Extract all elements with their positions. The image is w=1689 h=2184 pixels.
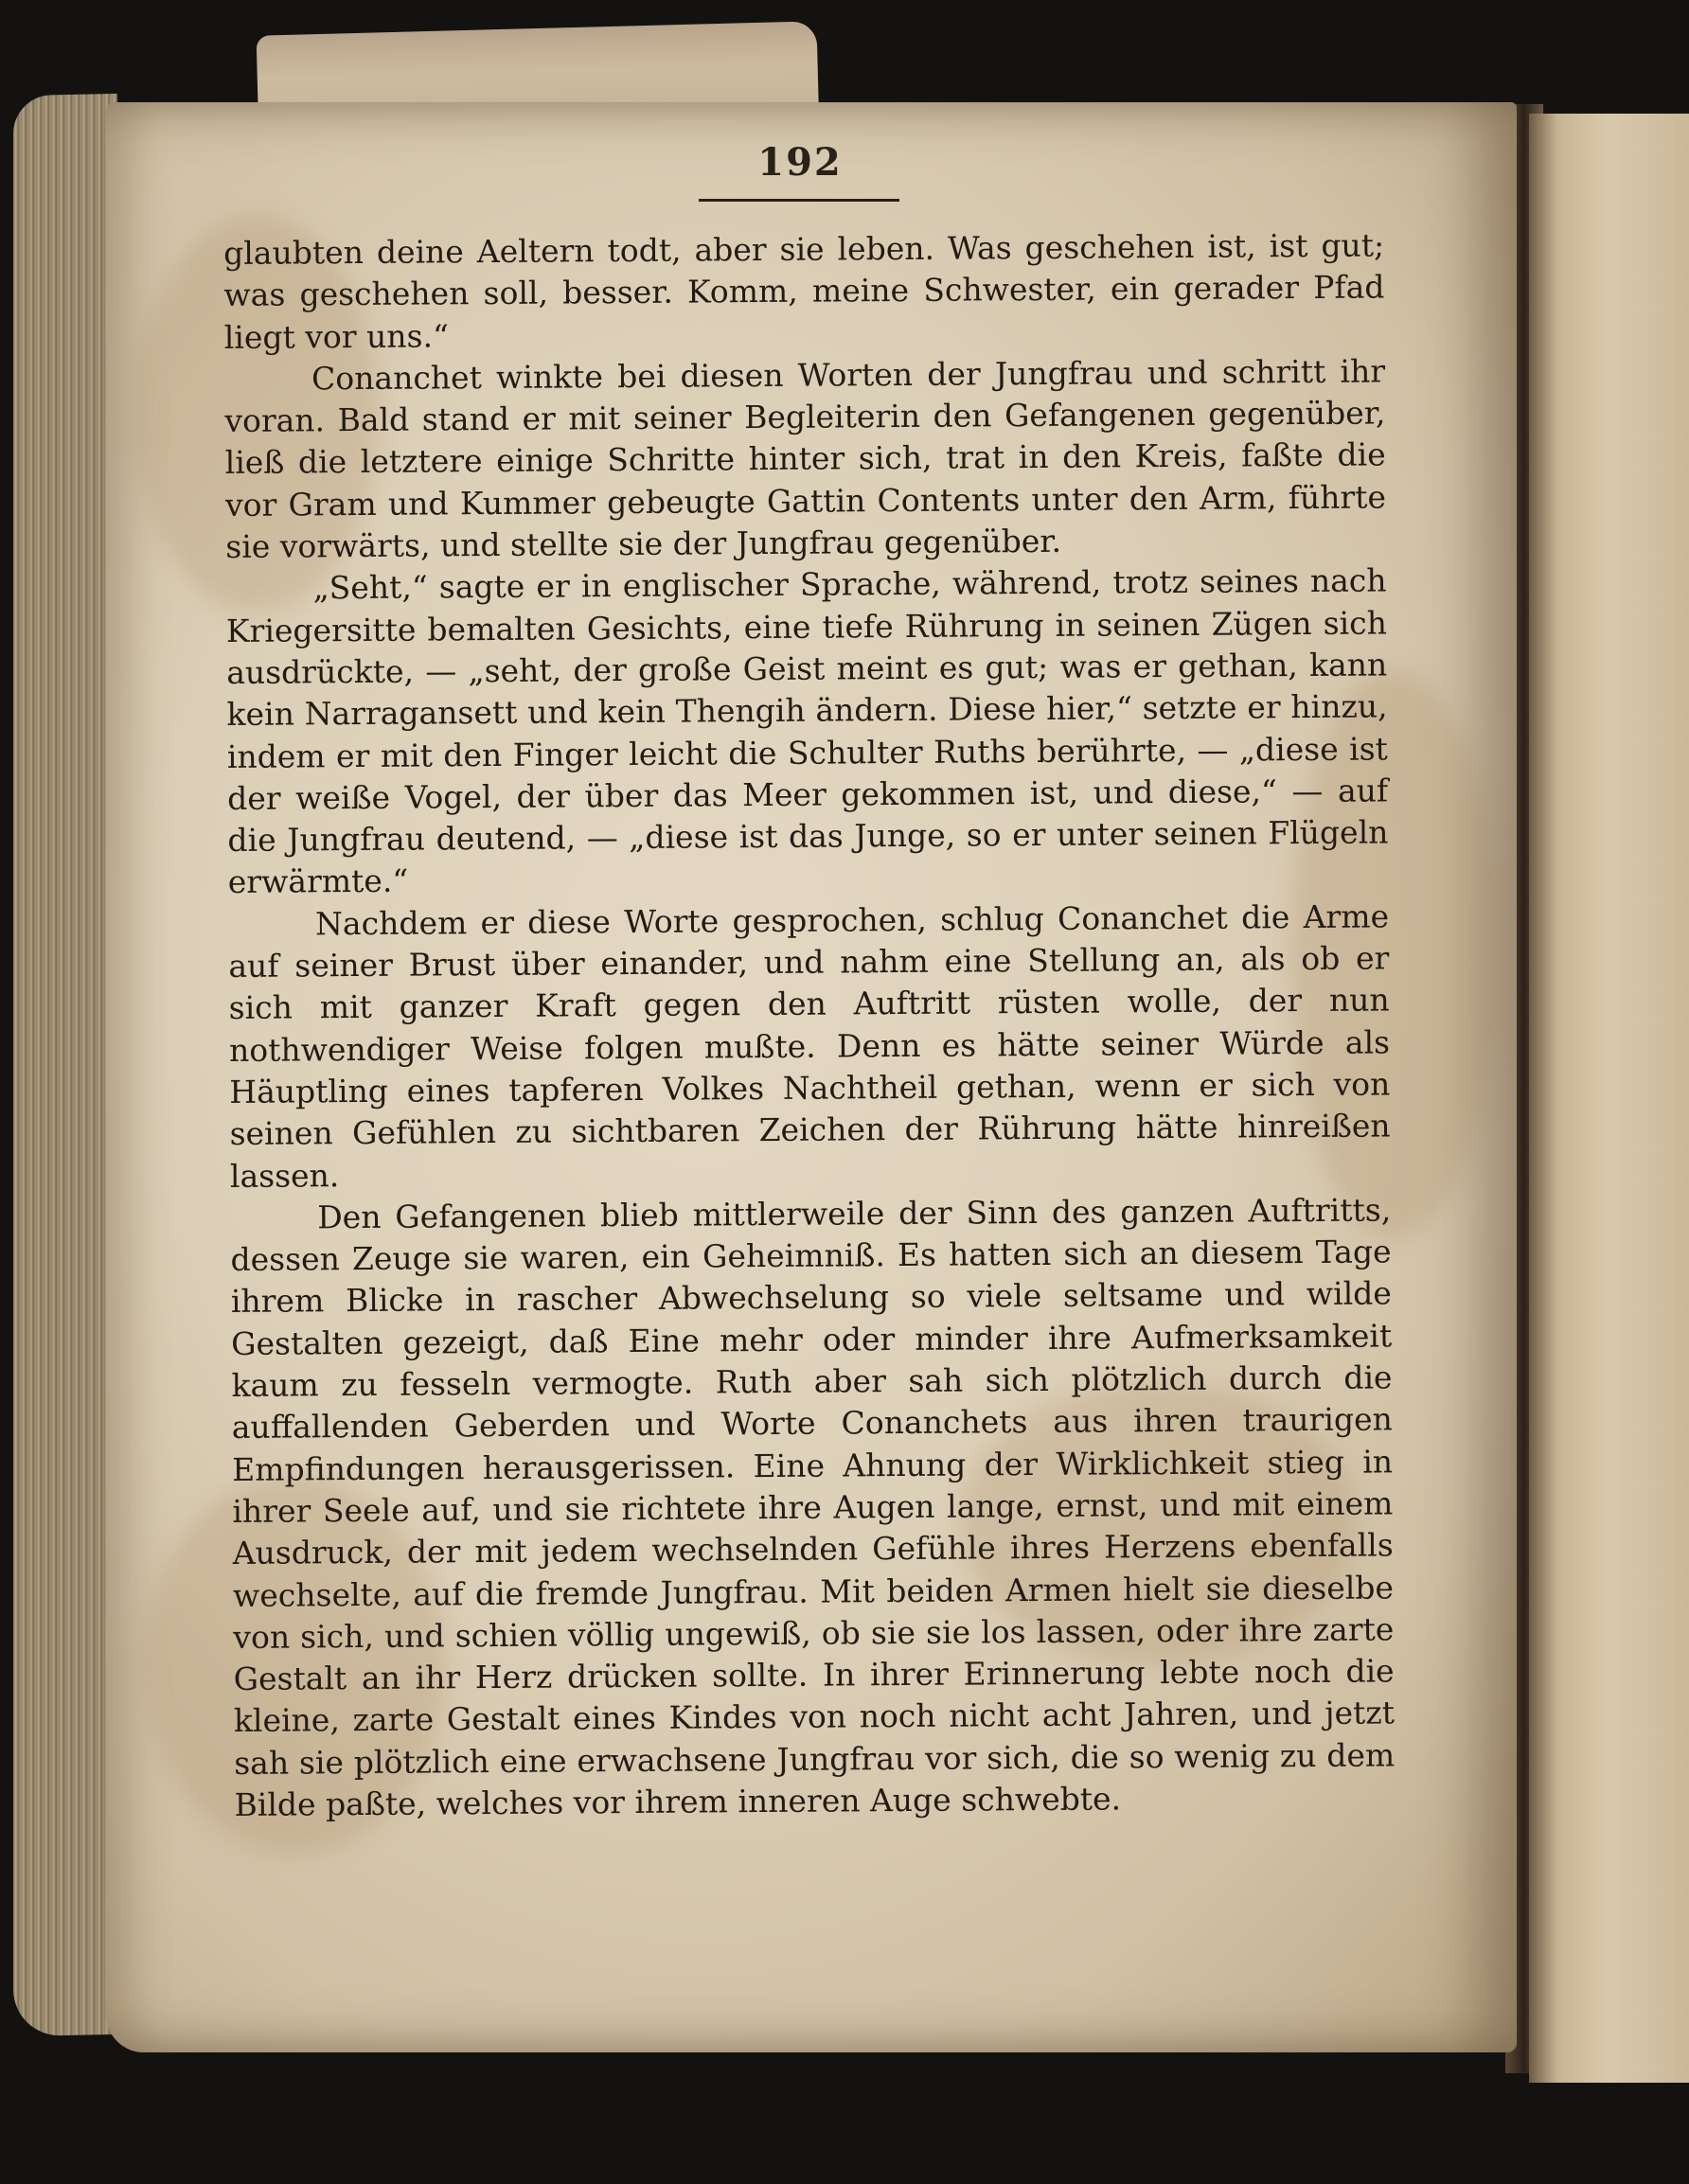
paragraph: glaubten deine Aeltern todt, aber sie leben. Was geschehen ist, ist gut; was geschehen soll, besser. Komm, meine Schwester, ein gerader Pfad liegt vor uns.“ [223, 226, 1385, 356]
body-text [223, 224, 1396, 1826]
page-number: 192 [757, 140, 843, 185]
facing-page-edge [1529, 114, 1689, 2083]
page-number-rule [699, 199, 899, 202]
paragraph: Den Gefangenen blieb mittlerweile der Sinn des ganzen Auftritts, dessen Zeuge sie waren, ein Geheimniß. Es hatten sich an diesem Tage ihrem Blicke in rascher Abwechselung so viele seltsame und wilde Gestalten gezeigt, daß Eine mehr oder minder ihre Aufmerksamkeit kaum zu fesseln vermogte. Ruth aber sah sich plötzlich durch die auffallenden Geberden und Worte Conanchets aus ihren traurigen Empfindungen herausgerissen. Eine Ahnung der Wirklichkeit stieg in ihrer Seele auf, und sie richtete ihre Augen lange, ernst, und mit einem Ausdruck, der mit jedem wechselnden Gefühle ihres Herzens ebenfalls wechselte, auf die fremde Jungfrau. Mit beiden Armen hielt sie dieselbe von sich, und schien völlig ungewiß, ob sie sie los lassen, oder ihre zarte Gestalt an ihr Herz drücken sollte. In ihrer Erinnerung lebte noch die kleine, zarte Gestalt eines Kindes von noch nicht acht Jahren, und jetzt sah sie plötzlich eine erwachsene Jungfrau vor sich, die so wenig zu dem Bilde paßte, welches vor ihrem inneren Auge schwebte. [230, 1191, 1396, 1823]
page-stack-edges [13, 94, 117, 2036]
paragraph: Nachdem er diese Worte gesprochen, schlug Conanchet die Arme auf seiner Brust über einander, und nahm eine Stellung an, als ob er sich mit ganzer Kraft gegen den Auftritt rüsten wolle, der nun nothwendiger Weise folgen mußte. Denn es hätte seiner Würde als Häuptling eines tapferen Volkes Nachtheil gethan, wenn er sich von seinen Gefühlen zu sichtbaren Zeichen der Rührung hätte hinreißen lassen. [228, 897, 1391, 1195]
paragraph: „Seht,“ sagte er in englischer Sprache, während, trotz seines nach Kriegersitte bemalten Gesichts, eine tiefe Rührung in seinen Zügen sich ausdrückte, — „seht, der große Geist meint es gut; was er gethan, kann kein Narragansett und kein Thengih ändern. Diese hier,“ setzte er hinzu, indem er mit den Finger leicht die Schulter Ruths berührte, — „diese ist der weiße Vogel, der über das Meer gekommen ist, und diese,“ — auf die Jungfrau deutend, — „diese ist das Junge, so er unter seinen Flügeln erwärmte.“ [225, 561, 1389, 901]
paragraph: Conanchet winkte bei diesen Worten der Jungfrau und schritt ihr voran. Bald stand er mit seiner Begleiterin den Gefangenen gegenüber, ließ die letztere einige Schritte hinter sich, trat in den Kreis, faßte die vor Gram und Kummer gebeugte Gattin Contents unter den Arm, führte sie vorwärts, und stellte sie der Jungfrau gegenüber. [224, 352, 1387, 566]
